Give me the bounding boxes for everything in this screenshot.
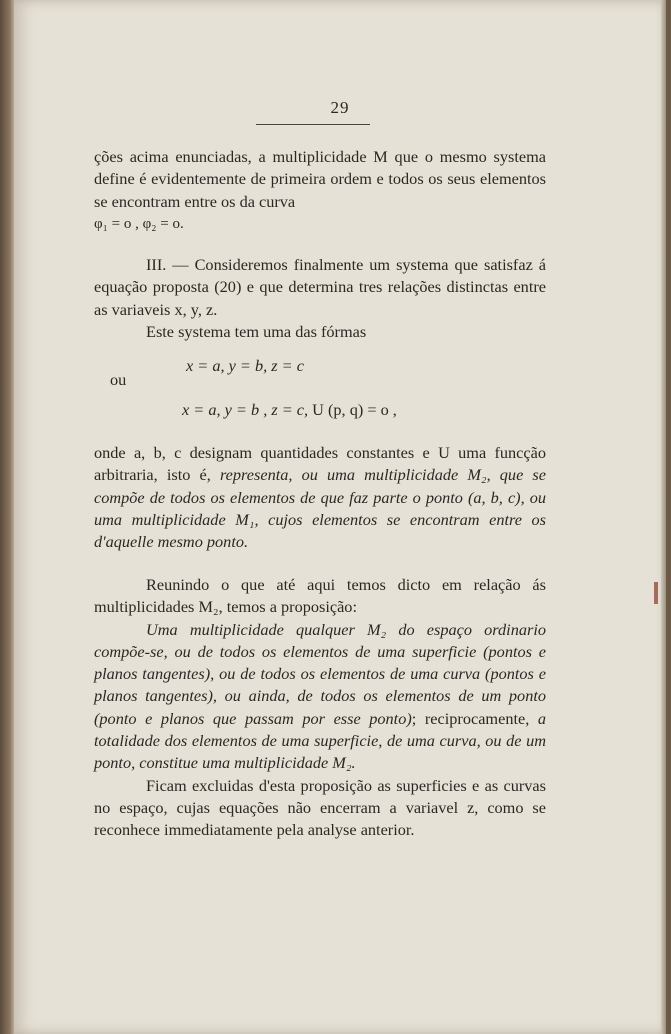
paragraph-text [94,619,546,775]
paragraph-plain: ; reciprocamente, [411,708,538,728]
book-page [14,0,666,1034]
formula-display-2 [182,400,397,420]
book-spine-shadow [0,0,14,1034]
header-rule [256,124,370,125]
paragraph-definitions [94,442,546,553]
paragraph-section-iii [94,254,546,343]
page-number: 29 [330,98,350,117]
paragraph-text: III. — Consideremos finalmente um systema que satisfaz á equação proposta (20) e que determina tres relações distinctas entre as variaveis x, y, z. [94,255,546,319]
paragraph-text [94,442,546,553]
paragraph-italic: a totalidade dos elementos de uma superficie, de uma curva, ou de um ponto, constitue uma multiplicidade M₂. [94,708,546,773]
paragraph-text: ções acima enunciadas, a multiplicidade M que o mesmo systema define é evidentemente de primeira ordem e todos os seus elementos se encontram entre os da curva [94,147,546,211]
page-edge-mark [654,582,658,604]
paragraph-plain: onde a, b, c designam quantidades constantes e U uma funcção arbitraria, isto é, [94,443,546,485]
paragraph-text: Ficam excluidas d'esta proposição as superficies e as curvas no espaço, cujas equações não encerram a variavel z, como se reconhece immediatamente pela analyse anterior. [94,775,546,840]
formula-part: x = a, y = b , z = c, [182,400,313,419]
conjunction-ou: ou [110,370,127,389]
paragraph-proposition [94,574,546,842]
paragraph-italic: representa, ou uma multiplicidade M₂, que se compõe de todos os elementos de que faz parte o ponto (a, b, c), ou uma multiplicidade M₁, cujos elementos se encontram entre os d'aquelle mesmo ponto. [94,465,546,552]
paragraph-text: Reunindo o que até aqui temos dicto em relação ás multiplicidades M₂, temos a proposição: [94,575,546,617]
formula-part: U (p, q) = o , [312,400,397,419]
paragraph-text: Este systema tem uma das fórmas [146,321,367,341]
formula-display-1: x = a, y = b, z = c [186,356,304,375]
paragraph-italic: Uma multiplicidade qualquer M₂ do espaço ordinario compõe-se, ou de todos os elementos de uma superficie (pontos e planos tangentes), ou de todos os elementos de uma curva (pontos e planos tangentes), ou ainda, de todos os elementos de um ponto (ponto e planos que passam por esse ponto) [94,619,546,728]
page-edge [661,0,666,1034]
paragraph-continuation [94,146,546,235]
formula-inline: φ₁ = o , φ₂ = o. [94,215,184,232]
